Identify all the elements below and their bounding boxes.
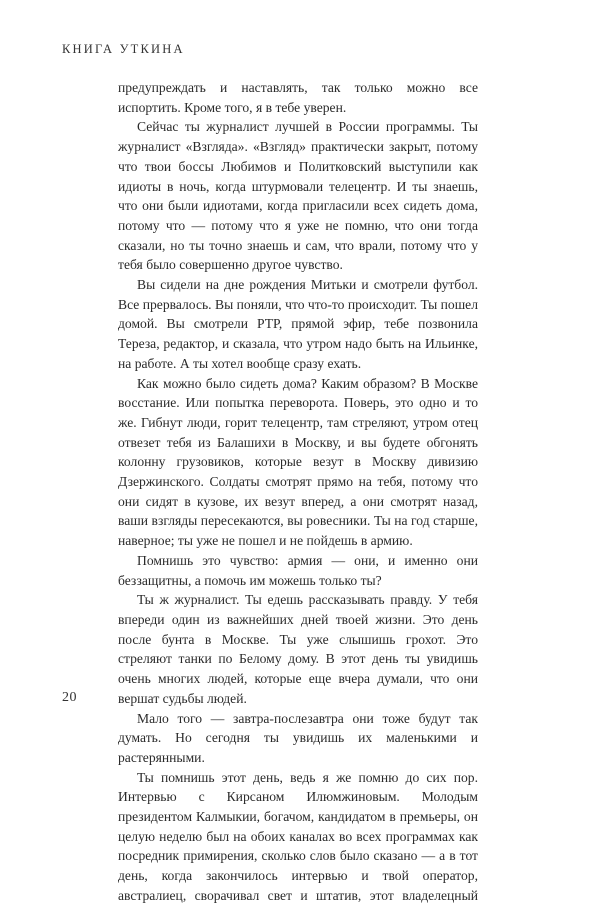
running-head: КНИГА УТКИНА (62, 42, 185, 56)
body-text (118, 78, 478, 906)
paragraph: Ты ж журналист. Ты едешь рассказывать правду. У тебя впереди один из важнейших дней твоей жизни. Это день после бунта в Москве. Ты уже слышишь грохот. Это стреляют танки по Белому дому. В этот день ты увидишь очень многих людей, которые еще вчера думали, что они вершат судьбы людей. (118, 592, 478, 706)
paragraph: Как можно было сидеть дома? Каким образом? В Москве восстание. Или попытка переворота. Поверь, это одно и то же. Гибнут люди, горит телецентр, там стреляют, утром отец отвезет тебя из Балашихи в Москву, и вы будете обгонять колонну грузовиков, которые везут в Москву дивизию Дзержинского. Солдаты смотрят прямо на тебя, потому что они сидят в кузове, их везут вперед, а они смотрят назад, ваши взгляды пересекаются, вы ровесники. Ты на год старше, наверное; ты уже не пошел и не пойдешь в армию. (118, 375, 478, 549)
paragraph: предупреждать и наставлять, так только можно все испортить. Кроме того, я в тебе уверен. (118, 80, 478, 115)
paragraph: Мало того — завтра-послезавтра они тоже будут так думать. Но сегодня ты увидишь их маленькими и растерянными. (118, 710, 478, 765)
paragraph: Ты помнишь этот день, ведь я же помню до сих пор. Интервью с Кирсаном Илюмжиновым. Молодым президентом Калмыкии, богачом, кандидатом в премьеры, он целую неделю был на обоих каналах во всех программах как посредник примирения, сколько слов было сказано — а в тот день, когда закончилось интервью и твой оператор, австралиец, сворачивал свет и штатив, этот владелецный (118, 769, 478, 903)
paragraph: Помнишь это чувство: армия — они, и именно они беззащитны, а помочь им можешь только ты? (118, 552, 478, 588)
paragraph: Сейчас ты журналист лучшей в России программы. Ты журналист «Взгляда». «Взгляд» практически закрыт, потому что твои боссы Любимов и Политковский выступили как идиоты в ночь, когда штурмовали телецентр. И ты знаешь, что они были идиотами, когда пригласили всех сидеть дома, потому что — потому что я уже не помню, что они тогда сказали, но ты точно знаешь и сам, что врали, потому что у тебя было совершенно другое чувство. (118, 119, 478, 273)
page-number: 20 (62, 690, 77, 705)
paragraph: Вы сидели на дне рождения Митьки и смотрели футбол. Все прервалось. Вы поняли, что что-то происходит. Ты пошел домой. Вы смотрели РТР, прямой эфир, тебе позвонила Тереза, редактор, и сказала, что утром надо быть на Ильинке, на работе. А ты хотел вообще сразу ехать. (118, 277, 478, 371)
